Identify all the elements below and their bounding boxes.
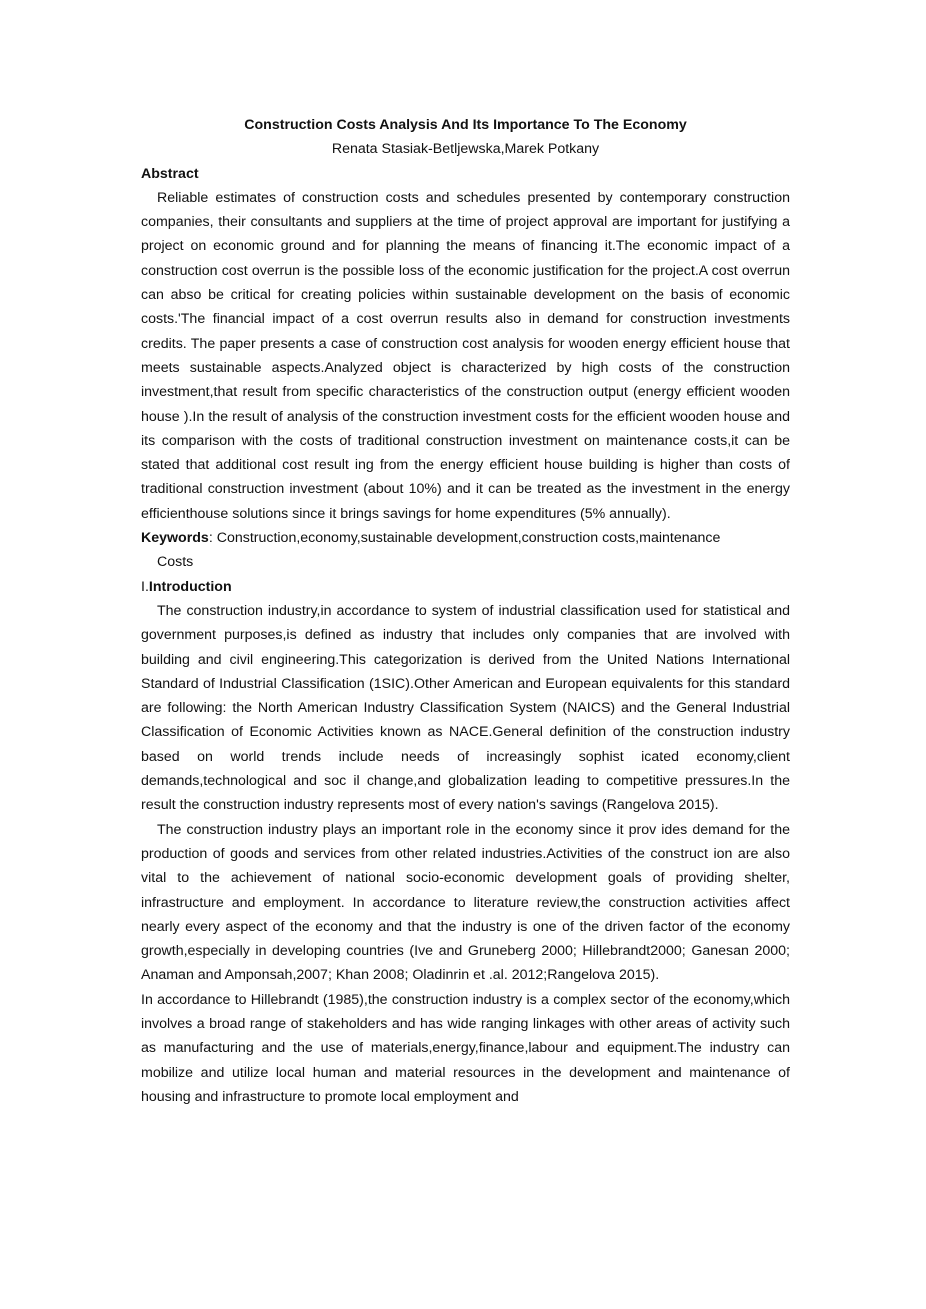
keywords-continuation: Costs	[157, 554, 194, 571]
introduction-heading	[141, 575, 790, 599]
abstract-heading: Abstract	[141, 165, 199, 182]
document-authors: Renata Stasiak-Betljewska,Marek Potkany	[331, 141, 600, 158]
abstract-paragraph: Reliable estimates of construction costs and schedules presented by contemporary construction companies, their consultants and suppliers at the time of project approval are important for justifying a project on economic ground and for planning the means of financing it.The economic impact of a construction cost overrun is the possible loss of the economic justification for the project.A cost overrun can abso be critical for creating policies within sustainable development on the basis of economic costs.'The financial impact of a cost overrun results also in demand for construction investments credits. The paper presents a case of construction cost analysis for wooden energy efficient house that meets sustainable aspects.Analyzed object is characterized by high costs of the construction investment,that result from specific characteristics of the construction output (energy efficient wooden house ).In the result of analysis of the construction investment costs for the efficient wooden house and its comparison with the costs of traditional construction investment on maintenance costs,it can be stated that additional cost result ing from the energy efficient house building is higher than costs of traditional construction investment (about 10%) and it can be treated as the investment in the energy efficienthouse solutions since it brings savings for home expenditures (5% annually).	[141, 189, 790, 522]
intro-paragraph-2: The construction industry plays an important role in the economy since it prov ides demand for the production of goods and services from other related industries.Activities of the construct ion are also vital to the achievement of national socio-economic development goals of providing shelter, infrastructure and employment. In accordance to literature review,the construction activities affect nearly every aspect of the economy and that the industry is one of the driven factor of the economy growth,especially in developing countries (Ive and Gruneberg 2000; Hillebrandt2000; Ganesan 2000; Anaman and Amponsah,2007; Khan 2008; Oladinrin et .al. 2012;Rangelova 2015).	[141, 821, 790, 984]
section-number: I.	[141, 578, 149, 595]
keywords-label: Keywords	[141, 530, 209, 547]
intro-paragraph-1: The construction industry,in accordance to system of industrial classification used for statistical and government purposes,is defined as industry that includes only companies that are involved with building and civil engineering.This categorization is derived from the United Nations International Standard of Industrial Classification (1SIC).Other American and European equivalents for this standard are following: the North American Industry Classification System (NAICS) and the General Industrial Classification of Economic Activities known as NACE.General definition of the construction industry based on world trends include needs of increasingly sophist icated economy,client demands,technological and soc il change,and globalization leading to competitive pressures.In the result the construction industry represents most of every nation's savings (Rangelova 2015).	[141, 602, 790, 814]
document-page	[141, 113, 790, 1109]
keywords-text: : Construction,economy,sustainable development,construction costs,maintenance	[208, 530, 721, 547]
section-title: Introduction	[148, 578, 232, 595]
intro-paragraph-3: In accordance to Hillebrandt (1985),the construction industry is a complex sector of the economy,which involves a broad range of stakeholders and has wide ranging linkages with other areas of activity such as manufacturing and the use of materials,energy,finance,labour and equipment.The industry can mobilize and utilize local human and material resources in the development and maintenance of housing and infrastructure to promote local employment and	[141, 991, 790, 1105]
keywords-line	[141, 526, 790, 550]
document-title: Construction Costs Analysis And Its Importance To The Economy	[244, 117, 687, 133]
